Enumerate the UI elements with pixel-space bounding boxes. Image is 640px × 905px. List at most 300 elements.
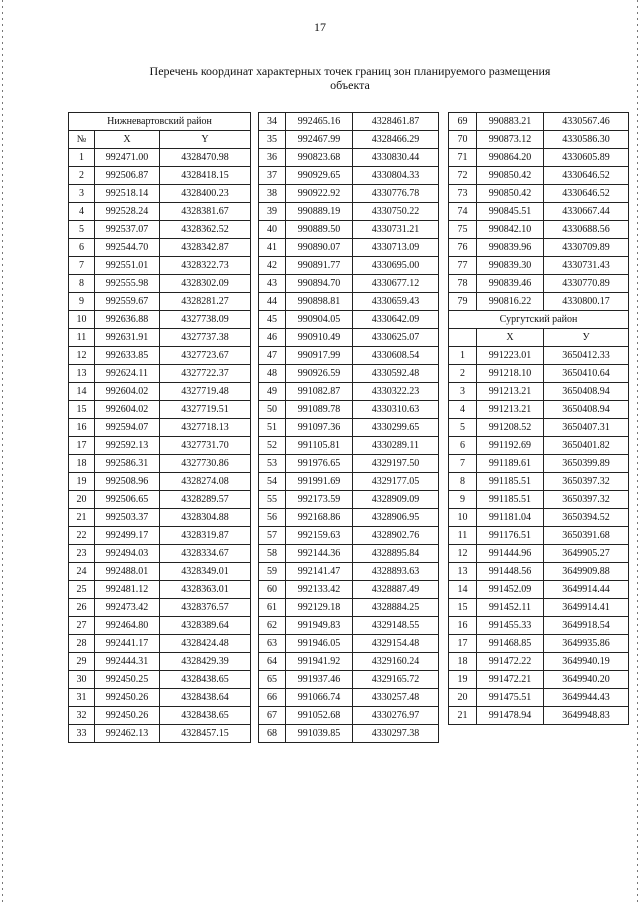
x-coordinate-cell: 992159.63: [286, 527, 353, 545]
x-coordinate-cell: 991208.52: [477, 419, 544, 437]
point-number-cell: 77: [449, 257, 477, 275]
point-number-cell: 46: [259, 329, 286, 347]
point-number-cell: 40: [259, 221, 286, 239]
point-number-cell: 23: [69, 545, 95, 563]
y-coordinate-cell: 3650412.33: [544, 347, 629, 365]
scan-edge-left: [2, 0, 3, 905]
point-number-cell: 36: [259, 149, 286, 167]
x-coordinate-cell: 991218.10: [477, 365, 544, 383]
point-number-cell: 71: [449, 149, 477, 167]
x-coordinate-cell: 992173.59: [286, 491, 353, 509]
table-row: [259, 401, 439, 419]
x-coordinate-cell: 992133.42: [286, 581, 353, 599]
point-number-cell: 32: [69, 707, 95, 725]
x-coordinate-cell: 991039.85: [286, 725, 353, 743]
point-number-cell: 28: [69, 635, 95, 653]
table-row: [259, 185, 439, 203]
table-row: [259, 365, 439, 383]
y-coordinate-cell: 4328376.57: [160, 599, 251, 617]
y-coordinate-cell: 3649909.88: [544, 563, 629, 581]
column-header-x-surgut: X: [477, 329, 544, 347]
x-coordinate-cell: 991444.96: [477, 545, 544, 563]
table-row: [259, 203, 439, 221]
table-row: [259, 725, 439, 743]
y-coordinate-cell: 3650410.64: [544, 365, 629, 383]
point-number-cell: 20: [449, 689, 477, 707]
y-coordinate-cell: 4328457.15: [160, 725, 251, 743]
point-number-cell: 17: [69, 437, 95, 455]
x-coordinate-cell: 992471.00: [95, 149, 160, 167]
table-row: [449, 635, 629, 653]
point-number-cell: 10: [69, 311, 95, 329]
y-coordinate-cell: 3650408.94: [544, 401, 629, 419]
table-row: [69, 437, 251, 455]
y-coordinate-cell: 4327718.13: [160, 419, 251, 437]
table-row: [259, 419, 439, 437]
point-number-cell: 7: [449, 455, 477, 473]
y-coordinate-cell: 4328438.65: [160, 707, 251, 725]
x-coordinate-cell: 990873.12: [477, 131, 544, 149]
title-line-2: объекта: [330, 78, 370, 92]
table-row: [69, 563, 251, 581]
y-coordinate-cell: 3650397.32: [544, 473, 629, 491]
y-coordinate-cell: 4328389.64: [160, 617, 251, 635]
y-coordinate-cell: 4330688.56: [544, 221, 629, 239]
point-number-cell: 35: [259, 131, 286, 149]
x-coordinate-cell: 992631.91: [95, 329, 160, 347]
table-row: [449, 545, 629, 563]
point-number-cell: 76: [449, 239, 477, 257]
x-coordinate-cell: 992518.14: [95, 185, 160, 203]
point-number-cell: 19: [69, 473, 95, 491]
table-row: [69, 365, 251, 383]
x-coordinate-cell: 990929.65: [286, 167, 353, 185]
table-row: [259, 239, 439, 257]
x-coordinate-cell: 991455.33: [477, 617, 544, 635]
table-row: [69, 347, 251, 365]
x-coordinate-cell: 992462.13: [95, 725, 160, 743]
x-coordinate-cell: 992473.42: [95, 599, 160, 617]
x-coordinate-cell: 992604.02: [95, 401, 160, 419]
point-number-cell: 74: [449, 203, 477, 221]
x-coordinate-cell: 991223.01: [477, 347, 544, 365]
y-coordinate-cell: 4330299.65: [353, 419, 439, 437]
table-row: [449, 185, 629, 203]
point-number-cell: 59: [259, 563, 286, 581]
y-coordinate-cell: 3650401.82: [544, 437, 629, 455]
y-coordinate-cell: 4330659.43: [353, 293, 439, 311]
point-number-cell: 11: [69, 329, 95, 347]
table-row: [449, 653, 629, 671]
y-coordinate-cell: 4330695.00: [353, 257, 439, 275]
y-coordinate-cell: 4330257.48: [353, 689, 439, 707]
table-row: [449, 347, 629, 365]
table-row: [449, 473, 629, 491]
y-coordinate-cell: 4328302.09: [160, 275, 251, 293]
table-row: [449, 455, 629, 473]
x-coordinate-cell: 991448.56: [477, 563, 544, 581]
y-coordinate-cell: 4330625.07: [353, 329, 439, 347]
x-coordinate-cell: 991452.09: [477, 581, 544, 599]
table-row: [259, 563, 439, 581]
y-coordinate-cell: 4328400.23: [160, 185, 251, 203]
x-coordinate-cell: 992467.99: [286, 131, 353, 149]
x-coordinate-cell: 991949.83: [286, 617, 353, 635]
y-coordinate-cell: 4328349.01: [160, 563, 251, 581]
point-number-cell: 56: [259, 509, 286, 527]
x-coordinate-cell: 992594.07: [95, 419, 160, 437]
table-row: [259, 509, 439, 527]
point-number-cell: 39: [259, 203, 286, 221]
y-coordinate-cell: 4328304.88: [160, 509, 251, 527]
y-coordinate-cell: 3649935.86: [544, 635, 629, 653]
district-header-nizhnevartovsk: Нижневартовский район: [69, 113, 251, 131]
point-number-cell: 34: [259, 113, 286, 131]
y-coordinate-cell: 3649944.43: [544, 689, 629, 707]
y-coordinate-cell: 4330646.52: [544, 185, 629, 203]
point-number-cell: 18: [449, 653, 477, 671]
table-row: [69, 509, 251, 527]
x-coordinate-cell: 990891.77: [286, 257, 353, 275]
column-header-y: Y: [160, 131, 251, 149]
table-row: [69, 239, 251, 257]
y-coordinate-cell: 3650397.32: [544, 491, 629, 509]
x-coordinate-cell: 992144.36: [286, 545, 353, 563]
x-coordinate-cell: 991185.51: [477, 491, 544, 509]
y-coordinate-cell: 4328362.52: [160, 221, 251, 239]
y-coordinate-cell: 4328466.29: [353, 131, 439, 149]
table-row: [449, 257, 629, 275]
y-coordinate-cell: 4330586.30: [544, 131, 629, 149]
point-number-cell: 51: [259, 419, 286, 437]
coordinates-table-1: [68, 112, 251, 743]
point-number-cell: 41: [259, 239, 286, 257]
table-row: [259, 329, 439, 347]
point-number-cell: 47: [259, 347, 286, 365]
y-coordinate-cell: 4330731.43: [544, 257, 629, 275]
x-coordinate-cell: 990816.22: [477, 293, 544, 311]
x-coordinate-cell: 991472.22: [477, 653, 544, 671]
y-coordinate-cell: 4330750.22: [353, 203, 439, 221]
y-coordinate-cell: 4327738.09: [160, 311, 251, 329]
point-number-cell: 43: [259, 275, 286, 293]
x-coordinate-cell: 992528.24: [95, 203, 160, 221]
table-3-body-nizhnevartovsk: [449, 113, 629, 311]
x-coordinate-cell: 992465.16: [286, 113, 353, 131]
y-coordinate-cell: 4329154.48: [353, 635, 439, 653]
y-coordinate-cell: 4327731.70: [160, 437, 251, 455]
x-coordinate-cell: 991976.65: [286, 455, 353, 473]
y-coordinate-cell: 4328893.63: [353, 563, 439, 581]
y-coordinate-cell: 4328334.67: [160, 545, 251, 563]
x-coordinate-cell: 992604.02: [95, 383, 160, 401]
y-coordinate-cell: 4330605.89: [544, 149, 629, 167]
x-coordinate-cell: 990864.20: [477, 149, 544, 167]
point-number-cell: 22: [69, 527, 95, 545]
point-number-cell: 48: [259, 365, 286, 383]
point-number-cell: 31: [69, 689, 95, 707]
table-row: [259, 221, 439, 239]
table-row: [69, 221, 251, 239]
point-number-cell: 58: [259, 545, 286, 563]
point-number-cell: 16: [69, 419, 95, 437]
table-row: [69, 581, 251, 599]
x-coordinate-cell: 991185.51: [477, 473, 544, 491]
table-row: [449, 689, 629, 707]
column-header-number-blank: [449, 329, 477, 347]
y-coordinate-cell: 4328438.65: [160, 671, 251, 689]
y-coordinate-cell: 4330776.78: [353, 185, 439, 203]
table-row: [449, 671, 629, 689]
point-number-cell: 3: [449, 383, 477, 401]
x-coordinate-cell: 991946.05: [286, 635, 353, 653]
x-coordinate-cell: 991089.78: [286, 401, 353, 419]
table-row: [69, 527, 251, 545]
x-coordinate-cell: 992441.17: [95, 635, 160, 653]
table-row: [449, 275, 629, 293]
point-number-cell: 61: [259, 599, 286, 617]
table-row: [69, 257, 251, 275]
y-coordinate-cell: 4330276.97: [353, 707, 439, 725]
point-number-cell: 30: [69, 671, 95, 689]
point-number-cell: 21: [449, 707, 477, 725]
point-number-cell: 12: [69, 347, 95, 365]
x-coordinate-cell: 992444.31: [95, 653, 160, 671]
table-row: [259, 293, 439, 311]
table-row: [69, 329, 251, 347]
y-coordinate-cell: 3649940.20: [544, 671, 629, 689]
table-row: [259, 437, 439, 455]
table-row: [259, 635, 439, 653]
y-coordinate-cell: 4328884.25: [353, 599, 439, 617]
table-row: [69, 185, 251, 203]
point-number-cell: 49: [259, 383, 286, 401]
y-coordinate-cell: 4330667.44: [544, 203, 629, 221]
x-coordinate-cell: 990839.46: [477, 275, 544, 293]
x-coordinate-cell: 992508.96: [95, 473, 160, 491]
point-number-cell: 14: [449, 581, 477, 599]
x-coordinate-cell: 991105.81: [286, 437, 353, 455]
column-header-number: №: [69, 131, 95, 149]
table-row: [449, 239, 629, 257]
table-row: [449, 707, 629, 725]
y-coordinate-cell: 3649940.19: [544, 653, 629, 671]
table-row: [69, 653, 251, 671]
table-row: [449, 113, 629, 131]
table-row: [69, 293, 251, 311]
x-coordinate-cell: 990894.70: [286, 275, 353, 293]
x-coordinate-cell: 991478.94: [477, 707, 544, 725]
x-coordinate-cell: 992450.25: [95, 671, 160, 689]
x-coordinate-cell: 990839.96: [477, 239, 544, 257]
y-coordinate-cell: 4330310.63: [353, 401, 439, 419]
point-number-cell: 50: [259, 401, 286, 419]
x-coordinate-cell: 991052.68: [286, 707, 353, 725]
point-number-cell: 12: [449, 545, 477, 563]
x-coordinate-cell: 990839.30: [477, 257, 544, 275]
point-number-cell: 13: [69, 365, 95, 383]
table-row: [259, 545, 439, 563]
table-row: [259, 257, 439, 275]
x-coordinate-cell: 992544.70: [95, 239, 160, 257]
y-coordinate-cell: 4330677.12: [353, 275, 439, 293]
table-row: [259, 131, 439, 149]
table-row: [259, 473, 439, 491]
y-coordinate-cell: 4330642.09: [353, 311, 439, 329]
table-row: [259, 275, 439, 293]
table-1-body: [69, 149, 251, 743]
y-coordinate-cell: 3649918.54: [544, 617, 629, 635]
y-coordinate-cell: 4328461.87: [353, 113, 439, 131]
point-number-cell: 33: [69, 725, 95, 743]
y-coordinate-cell: 4328418.15: [160, 167, 251, 185]
point-number-cell: 24: [69, 563, 95, 581]
point-number-cell: 52: [259, 437, 286, 455]
x-coordinate-cell: 990850.42: [477, 167, 544, 185]
table-row: [449, 581, 629, 599]
y-coordinate-cell: 3649914.44: [544, 581, 629, 599]
y-coordinate-cell: 4328319.87: [160, 527, 251, 545]
x-coordinate-cell: 990889.19: [286, 203, 353, 221]
x-coordinate-cell: 990910.49: [286, 329, 353, 347]
table-3-body-surgut: [449, 347, 629, 725]
scan-edge-right: [637, 0, 638, 905]
y-coordinate-cell: 4329148.55: [353, 617, 439, 635]
point-number-cell: 26: [69, 599, 95, 617]
point-number-cell: 7: [69, 257, 95, 275]
point-number-cell: 4: [69, 203, 95, 221]
point-number-cell: 69: [449, 113, 477, 131]
x-coordinate-cell: 990898.81: [286, 293, 353, 311]
table-row: [259, 347, 439, 365]
y-coordinate-cell: 4327730.86: [160, 455, 251, 473]
table-row: [69, 599, 251, 617]
point-number-cell: 66: [259, 689, 286, 707]
y-coordinate-cell: 4330770.89: [544, 275, 629, 293]
y-coordinate-cell: 3650399.89: [544, 455, 629, 473]
point-number-cell: 73: [449, 185, 477, 203]
y-coordinate-cell: 3649914.41: [544, 599, 629, 617]
x-coordinate-cell: 992537.07: [95, 221, 160, 239]
y-coordinate-cell: 4328281.27: [160, 293, 251, 311]
x-coordinate-cell: 992586.31: [95, 455, 160, 473]
y-coordinate-cell: 3649905.27: [544, 545, 629, 563]
point-number-cell: 79: [449, 293, 477, 311]
x-coordinate-cell: 992551.01: [95, 257, 160, 275]
table-row: [259, 527, 439, 545]
table-row: [259, 491, 439, 509]
table-row: [69, 275, 251, 293]
x-coordinate-cell: 991991.69: [286, 473, 353, 491]
x-coordinate-cell: 992559.67: [95, 293, 160, 311]
point-number-cell: 45: [259, 311, 286, 329]
point-number-cell: 20: [69, 491, 95, 509]
point-number-cell: 5: [69, 221, 95, 239]
point-number-cell: 63: [259, 635, 286, 653]
point-number-cell: 15: [449, 599, 477, 617]
point-number-cell: 9: [449, 491, 477, 509]
y-coordinate-cell: 4330322.23: [353, 383, 439, 401]
x-coordinate-cell: 992633.85: [95, 347, 160, 365]
point-number-cell: 38: [259, 185, 286, 203]
y-coordinate-cell: 3650408.94: [544, 383, 629, 401]
y-coordinate-cell: 4328438.64: [160, 689, 251, 707]
table-row: [449, 491, 629, 509]
point-number-cell: 18: [69, 455, 95, 473]
point-number-cell: 64: [259, 653, 286, 671]
y-coordinate-cell: 4328895.84: [353, 545, 439, 563]
x-coordinate-cell: 991213.21: [477, 383, 544, 401]
point-number-cell: 6: [69, 239, 95, 257]
table-row: [449, 617, 629, 635]
y-coordinate-cell: 4330800.17: [544, 293, 629, 311]
table-row: [259, 383, 439, 401]
point-number-cell: 65: [259, 671, 286, 689]
x-coordinate-cell: 990922.92: [286, 185, 353, 203]
y-coordinate-cell: 4330709.89: [544, 239, 629, 257]
table-row: [69, 635, 251, 653]
point-number-cell: 60: [259, 581, 286, 599]
x-coordinate-cell: 992488.01: [95, 563, 160, 581]
table-row: [69, 203, 251, 221]
point-number-cell: 1: [69, 149, 95, 167]
table-row: [69, 707, 251, 725]
table-row: [69, 491, 251, 509]
point-number-cell: 8: [449, 473, 477, 491]
point-number-cell: 44: [259, 293, 286, 311]
table-row: [449, 293, 629, 311]
table-row: [449, 401, 629, 419]
table-row: [69, 455, 251, 473]
y-coordinate-cell: 4330289.11: [353, 437, 439, 455]
y-coordinate-cell: 4327723.67: [160, 347, 251, 365]
table-row: [449, 131, 629, 149]
table-row: [69, 401, 251, 419]
x-coordinate-cell: 992624.11: [95, 365, 160, 383]
table-row: [69, 671, 251, 689]
x-coordinate-cell: 990890.07: [286, 239, 353, 257]
x-coordinate-cell: 990904.05: [286, 311, 353, 329]
x-coordinate-cell: 990883.21: [477, 113, 544, 131]
y-coordinate-cell: 4328381.67: [160, 203, 251, 221]
table-row: [449, 599, 629, 617]
point-number-cell: 62: [259, 617, 286, 635]
point-number-cell: 3: [69, 185, 95, 203]
table-row: [449, 221, 629, 239]
point-number-cell: 15: [69, 401, 95, 419]
table-row: [449, 563, 629, 581]
y-coordinate-cell: 4328289.57: [160, 491, 251, 509]
point-number-cell: 10: [449, 509, 477, 527]
x-coordinate-cell: 991475.51: [477, 689, 544, 707]
y-coordinate-cell: 3650391.68: [544, 527, 629, 545]
y-coordinate-cell: 4328906.95: [353, 509, 439, 527]
y-coordinate-cell: 4328342.87: [160, 239, 251, 257]
y-coordinate-cell: 4330567.46: [544, 113, 629, 131]
y-coordinate-cell: 4329177.05: [353, 473, 439, 491]
point-number-cell: 5: [449, 419, 477, 437]
table-row: [449, 149, 629, 167]
point-number-cell: 1: [449, 347, 477, 365]
x-coordinate-cell: 990917.99: [286, 347, 353, 365]
point-number-cell: 21: [69, 509, 95, 527]
table-row: [259, 149, 439, 167]
point-number-cell: 29: [69, 653, 95, 671]
table-row: [69, 311, 251, 329]
point-number-cell: 42: [259, 257, 286, 275]
x-coordinate-cell: 992494.03: [95, 545, 160, 563]
y-coordinate-cell: 4330646.52: [544, 167, 629, 185]
